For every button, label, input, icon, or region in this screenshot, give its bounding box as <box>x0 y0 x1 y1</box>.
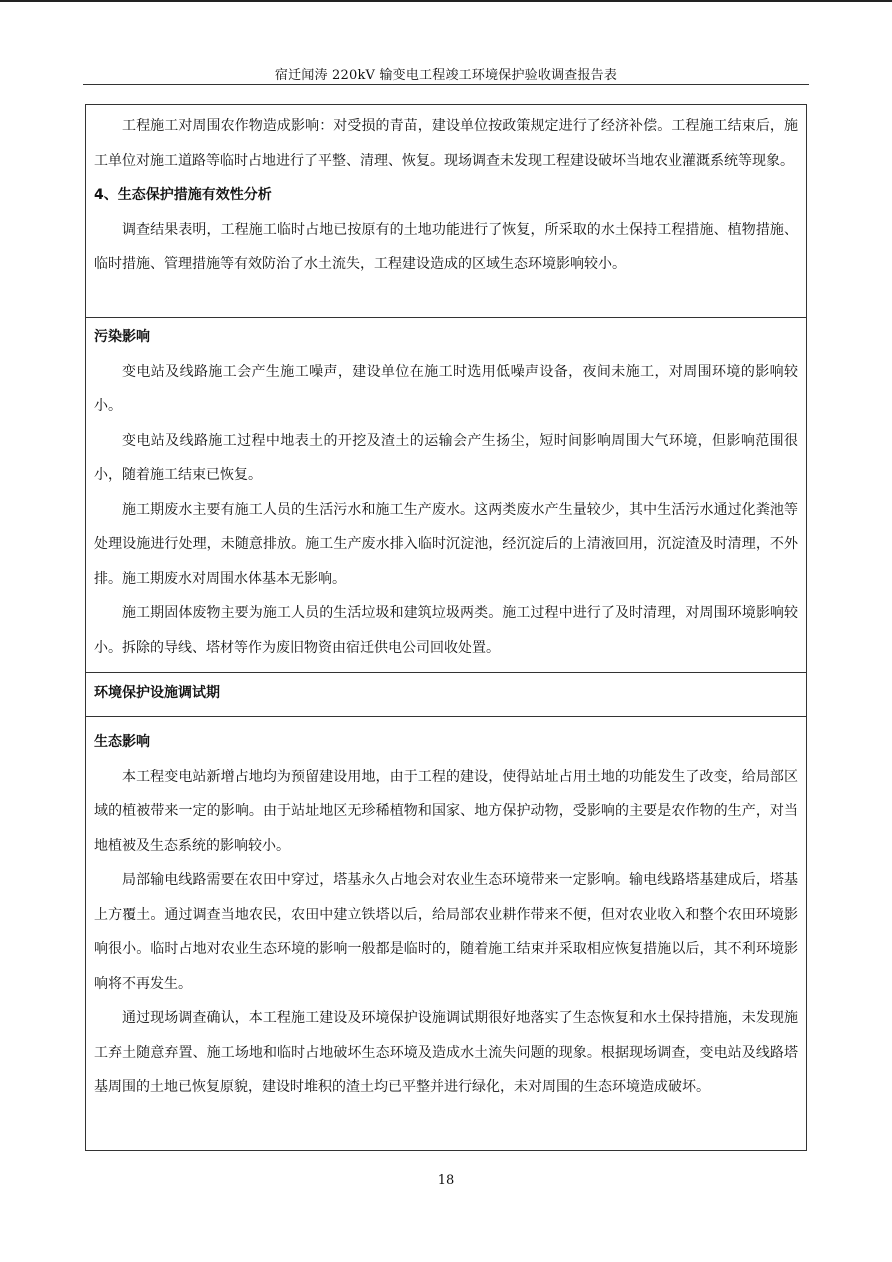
paragraph: 调查结果表明，工程施工临时占地已按原有的土地功能进行了恢复，所采取的水土保持工程措施、植物措施、临时措施、管理措施等有效防治了水土流失，工程建设造成的区域生态环境影响较小。 <box>94 221 798 272</box>
header-divider <box>83 84 809 85</box>
pollution-impact-cell <box>86 318 806 673</box>
report-header-title: 宿迁闻涛 220kV 输变电工程竣工环境保护验收调查报告表 <box>274 68 618 83</box>
paragraph: 变电站及线路施工会产生施工噪声，建设单位在施工时选用低噪声设备，夜间未施工，对周围环境的影响较小。 <box>94 363 798 414</box>
ecology-impact-cell <box>86 717 806 1150</box>
paragraph: 局部输电线路需要在农田中穿过，塔基永久占地会对农业生态环境带来一定影响。输电线路塔基建成后，塔基上方覆土。通过调查当地农民，农田中建立铁塔以后，给局部农业耕作带来不便，但对农业收入和整个农田环境影响很小。临时占地对农业生态环境的影响一般都是临时的，随着施工结束并采取相应恢复措施以后，其不利环境影响将不再发生。 <box>94 872 798 992</box>
section-heading-ecology: 生态影响 <box>94 734 150 750</box>
paragraph: 施工期废水主要有施工人员的生活污水和施工生产废水。这两类废水产生量较少，其中生活污水通过化粪池等处理设施进行处理，未随意排放。施工生产废水排入临时沉淀池，经沉淀后的上清液回用，沉淀渣及时清理，不外排。施工期废水对周围水体基本无影响。 <box>94 501 798 587</box>
section-heading-pollution: 污染影响 <box>94 329 150 345</box>
paragraph: 变电站及线路施工过程中地表土的开挖及渣土的运输会产生扬尘，短时间影响周围大气环境，但影响范围很小，随着施工结束已恢复。 <box>94 432 798 483</box>
paragraph: 本工程变电站新增占地均为预留建设用地，由于工程的建设，使得站址占用土地的功能发生了改变，给局部区域的植被带来一定的影响。由于站址地区无珍稀植物和国家、地方保护动物，受影响的主要是农作物的生产，对当地植被及生态系统的影响较小。 <box>94 768 798 854</box>
paragraph: 施工期固体废物主要为施工人员的生活垃圾和建筑垃圾两类。施工过程中进行了及时清理，对周围环境影响较小。拆除的导线、塔材等作为废旧物资由宿迁供电公司回收处置。 <box>94 605 798 656</box>
page-number: 18 <box>437 1173 455 1188</box>
section-heading-trial-period: 环境保护设施调试期 <box>94 685 220 701</box>
paragraph: 工程施工对周围农作物造成影响：对受损的青苗，建设单位按政策规定进行了经济补偿。工程施工结束后，施工单位对施工道路等临时占地进行了平整、清理、恢复。现场调查未发现工程建设破坏当地农业灌溉系统等现象。 <box>94 118 798 169</box>
top-border-line <box>0 0 892 2</box>
ecology-continuation-cell <box>86 105 806 318</box>
section-heading-ecology-effectiveness: 4、生态保护措施有效性分析 <box>94 187 272 203</box>
report-table <box>85 104 807 1151</box>
trial-period-cell <box>86 673 806 717</box>
paragraph: 通过现场调查确认，本工程施工建设及环境保护设施调试期很好地落实了生态恢复和水土保持措施，未发现施工弃土随意弃置、施工场地和临时占地破坏生态环境及造成水土流失问题的现象。根据现场调查，变电站及线路塔基周围的土地已恢复原貌，建设时堆积的渣土均已平整并进行绿化，未对周围的生态环境造成破坏。 <box>94 1010 798 1095</box>
